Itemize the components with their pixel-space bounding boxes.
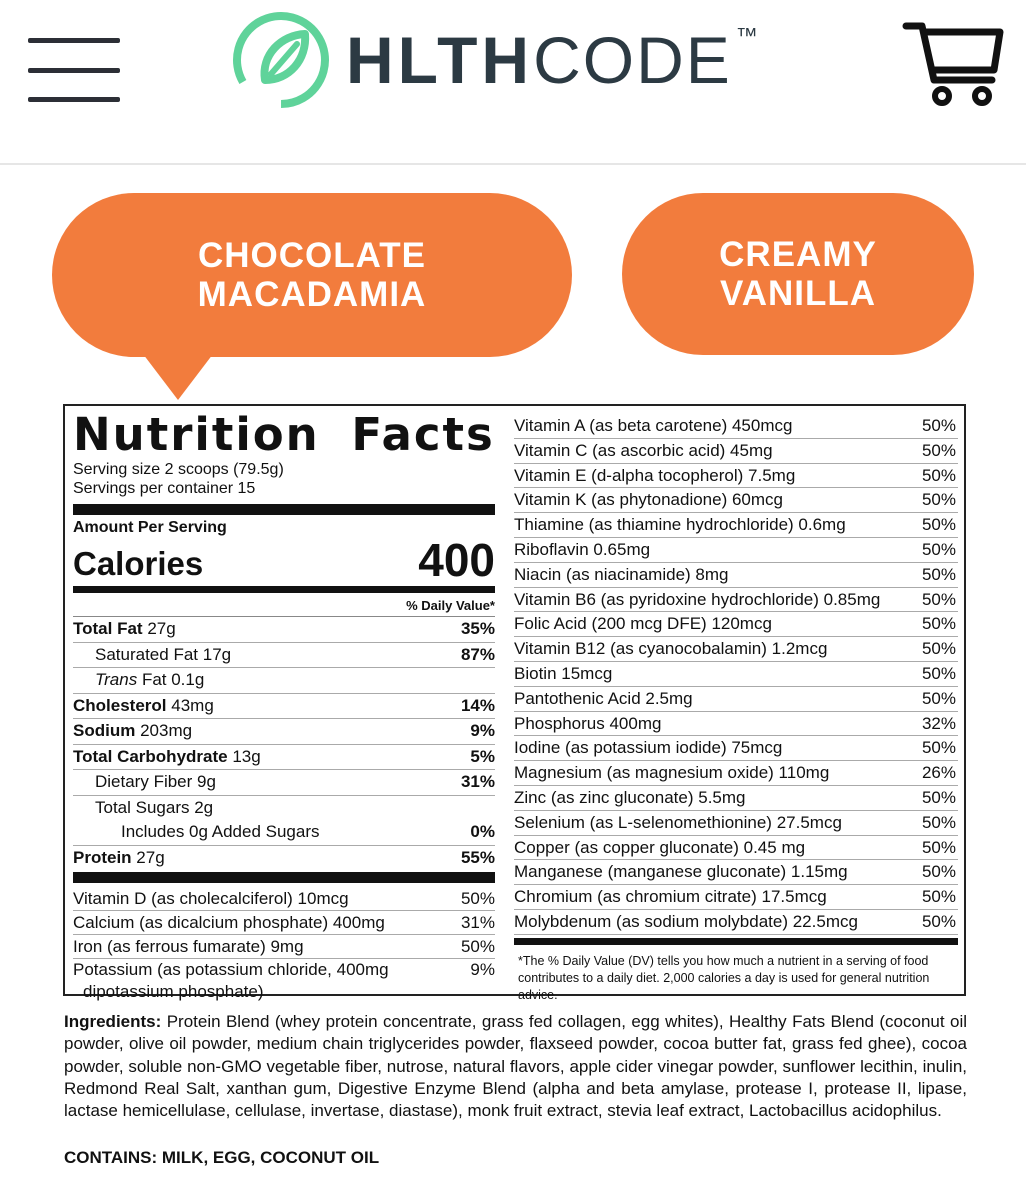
vitamin-name: Manganese (manganese gluconate) 1.15mg: [514, 862, 848, 882]
vitamin-pct: 50%: [921, 440, 956, 460]
nutrient-amount: 43mg: [171, 695, 214, 715]
vitamin-pct: 50%: [921, 787, 956, 807]
flavor-label-line2: VANILLA: [719, 274, 877, 313]
vitamin-name: Folic Acid (200 mcg DFE) 120mcg: [514, 614, 772, 634]
nutrient-pct: 55%: [460, 847, 495, 867]
serving-size: Serving size 2 scoops (79.5g): [73, 461, 284, 478]
daily-value-header: % Daily Value*: [73, 596, 495, 617]
nutrient-pct: 14%: [460, 695, 495, 715]
vitamin-name: Chromium (as chromium citrate) 17.5mcg: [514, 887, 827, 907]
vitamin-name: Molybdenum (as sodium molybdate) 22.5mcg: [514, 911, 858, 931]
vitamin-name: Selenium (as L-selenomethionine) 27.5mcg: [514, 812, 842, 832]
ingredients-text: [64, 1011, 967, 1122]
flavor-label-line2: MACADAMIA: [197, 275, 427, 314]
vitamin-pct: 9%: [470, 960, 495, 979]
vitamin-row: [514, 563, 958, 588]
vitamin-pct: 50%: [921, 539, 956, 559]
nutrient-amount: 203mg: [140, 721, 193, 740]
nutrient-name: Dietary Fiber 9g: [95, 772, 216, 791]
vitamin-pct: 50%: [921, 639, 956, 659]
nutrient-row: [73, 617, 495, 643]
nutrient-name: Protein: [73, 847, 132, 867]
nutrient-name: Cholesterol: [73, 695, 167, 715]
nutrition-right-column: [514, 414, 958, 1004]
menu-button[interactable]: [28, 38, 120, 104]
vitamin-row: [514, 439, 958, 464]
calories-value: 400: [418, 534, 495, 586]
vitamin-row: [514, 488, 958, 513]
nutrition-facts-panel: [63, 404, 966, 1002]
vitamin-name: Vitamin B6 (as pyridoxine hydrochloride) 0.85mg: [514, 589, 881, 609]
nutrition-title: Nutrition Facts: [73, 408, 495, 461]
nutrient-row: [73, 694, 495, 720]
brand-bold: HLTH: [346, 23, 534, 97]
servings-per-container: Servings per container 15: [73, 480, 256, 497]
cart-icon[interactable]: [902, 18, 1006, 108]
vitamin-row: [73, 887, 495, 911]
vitamin-name: Biotin 15mcg: [514, 663, 613, 683]
vitamin-pct: 50%: [460, 937, 495, 956]
nutrient-row: [73, 719, 495, 745]
brand-logo[interactable]: [230, 10, 760, 110]
vitamin-row: [73, 911, 495, 935]
amount-per-serving: Amount Per Serving: [73, 519, 227, 536]
flavor-label-line1: CHOCOLATE: [197, 236, 427, 275]
nutrient-amount: 27g: [136, 847, 165, 867]
flavor-label-line1: CREAMY: [719, 235, 877, 274]
vitamin-row: [514, 414, 958, 439]
brand-name: [346, 23, 760, 97]
vitamin-name: Thiamine (as thiamine hydrochloride) 0.6mg: [514, 515, 846, 535]
vitamin-name: Vitamin D (as cholecalciferol) 10mcg: [73, 889, 349, 908]
vitamin-name-cont: dipotassium phosphate): [83, 982, 264, 1001]
vitamin-name: Potassium (as potassium chloride, 400mg: [73, 960, 389, 979]
vitamin-pct: 26%: [921, 763, 956, 783]
divider-medium: [73, 586, 495, 593]
nutrient-row: [73, 846, 495, 871]
vitamin-pct: 50%: [921, 911, 956, 931]
nutrient-name: Trans: [95, 670, 138, 689]
vitamin-name: Zinc (as zinc gluconate) 5.5mg: [514, 787, 746, 807]
vitamin-name: Phosphorus 400mg: [514, 713, 662, 733]
divider-thick: [73, 872, 495, 883]
vitamin-pct: 50%: [921, 589, 956, 609]
nutrient-amount: 13g: [232, 746, 261, 766]
nutrient-pct: 9%: [470, 721, 495, 740]
vitamin-pct: 50%: [921, 862, 956, 882]
vitamin-pct: 50%: [921, 490, 956, 510]
nutrient-name: Total Fat: [73, 619, 143, 638]
nutrient-pct: 87%: [460, 644, 495, 664]
calories-label: Calories: [73, 545, 204, 582]
menu-bar: [28, 38, 120, 43]
nutrient-name: Total Sugars 2g: [95, 797, 214, 817]
leaf-logo-icon: [230, 10, 332, 110]
nutrient-pct: 5%: [470, 746, 495, 766]
calories-row: [73, 534, 495, 586]
vitamin-row: [514, 910, 958, 935]
nutrient-row: [73, 643, 495, 669]
nutrient-amount: Fat 0.1g: [141, 670, 205, 689]
vitamin-row: [514, 513, 958, 538]
nutrient-row: [73, 668, 495, 694]
vitamin-row: [514, 761, 958, 786]
nutrient-row: [73, 820, 495, 846]
flavor-tab-chocolate-macadamia[interactable]: [52, 193, 572, 357]
menu-bar: [28, 97, 120, 102]
vitamin-row: [514, 538, 958, 563]
selected-pointer: [140, 350, 216, 400]
nutrient-row: [73, 796, 495, 821]
vitamin-name: Iodine (as potassium iodide) 75mcg: [514, 738, 783, 758]
vitamin-name: Magnesium (as magnesium oxide) 110mg: [514, 763, 830, 783]
vitamin-name: Vitamin B12 (as cyanocobalamin) 1.2mcg: [514, 639, 828, 659]
divider-thick: [73, 504, 495, 515]
ingredients-list: Protein Blend (whey protein concentrate, grass fed collagen, egg whites), Healthy Fats Blend (coconut oil powder, olive oil powder, medium chain triglycerides powder, flaxseed powder, cocoa butter fat, grass fed ghee), cocoa powder, soluble non-GMO vegetable fiber, nutrose, natural flavors, apple cider vinegar powder, sunflower lecithin, inulin, Redmond Real Salt, xanthan gum, Digestive Enzyme Blend (alpha and beta amylase, protease I, protease II, lipase, lactase hemicellulase, cellulase, invertase, diastase), monk fruit extract, stevia leaf extract, Lactobacillus acidophilus.: [64, 1012, 967, 1121]
nutrient-amount: 17g: [202, 644, 232, 664]
vitamin-row: [514, 811, 958, 836]
ingredients-label: Ingredients:: [64, 1012, 162, 1031]
nutrient-name: Saturated Fat: [95, 644, 199, 664]
vitamin-row: [514, 687, 958, 712]
vitamin-name: Iron (as ferrous fumarate) 9mg: [73, 937, 304, 956]
vitamin-row: [514, 860, 958, 885]
vitamin-pct: 50%: [921, 663, 956, 683]
nutrient-name: Includes 0g Added Sugars: [121, 822, 320, 841]
vitamin-pct: 50%: [921, 738, 956, 758]
vitamin-name: Calcium (as dicalcium phosphate) 400mg: [73, 913, 385, 932]
vitamin-pct: 50%: [921, 416, 956, 435]
vitamin-name: Vitamin K (as phytonadione) 60mcg: [514, 490, 784, 510]
nutrition-left-column: [73, 410, 495, 1005]
vitamin-name: Pantothenic Acid 2.5mg: [514, 688, 693, 708]
vitamin-row: [514, 464, 958, 489]
nutrient-row: [73, 770, 495, 796]
vitamin-row: [514, 612, 958, 637]
trademark: ™: [735, 23, 760, 48]
vitamin-pct: 50%: [921, 515, 956, 535]
menu-bar: [28, 68, 120, 73]
vitamin-pct: 50%: [460, 889, 495, 908]
vitamin-name: Vitamin A (as beta carotene) 450mcg: [514, 416, 793, 435]
vitamin-pct: 50%: [921, 465, 956, 485]
vitamin-pct: 50%: [921, 688, 956, 708]
nutrient-name: Sodium: [73, 721, 136, 740]
vitamin-name: Vitamin E (d-alpha tocopherol) 7.5mg: [514, 465, 796, 485]
vitamin-row: [514, 736, 958, 761]
vitamin-row: [514, 662, 958, 687]
vitamin-pct: 50%: [921, 614, 956, 634]
vitamin-row: [514, 712, 958, 737]
vitamin-name: Vitamin C (as ascorbic acid) 45mg: [514, 440, 773, 460]
vitamin-pct: 50%: [921, 564, 956, 584]
vitamin-row: [73, 935, 495, 959]
divider-thick: [514, 938, 958, 945]
vitamin-name: Copper (as copper gluconate) 0.45 mg: [514, 837, 806, 857]
vitamin-row: [73, 959, 495, 1005]
vitamin-row: [514, 637, 958, 662]
vitamin-row: [514, 588, 958, 613]
nutrient-row: [73, 745, 495, 771]
allergen-statement: CONTAINS: MILK, EGG, COCONUT OIL: [64, 1148, 380, 1167]
nutrient-pct: 0%: [470, 822, 495, 841]
vitamin-name: Niacin (as niacinamide) 8mg: [514, 564, 729, 584]
header-divider: [0, 163, 1026, 165]
nutrient-pct: 31%: [460, 772, 495, 791]
vitamin-pct: 31%: [460, 913, 495, 932]
daily-value-footnote: *The % Daily Value (DV) tells you how much a nutrient in a serving of food contributes to a daily diet. 2,000 calories a day is used for general nutrition advice.: [518, 953, 930, 1002]
vitamin-pct: 32%: [921, 713, 956, 733]
vitamin-name: Riboflavin 0.65mg: [514, 539, 651, 559]
vitamin-pct: 50%: [921, 812, 956, 832]
nutrient-name: Total Carbohydrate: [73, 746, 228, 766]
vitamin-pct: 50%: [921, 887, 956, 907]
vitamin-pct: 50%: [921, 837, 956, 857]
nutrient-amount: 27g: [147, 619, 176, 638]
vitamin-row: [514, 836, 958, 861]
nutrient-pct: 35%: [460, 619, 495, 638]
brand-light: CODE: [533, 23, 732, 97]
flavor-tab-creamy-vanilla[interactable]: [622, 193, 974, 355]
vitamin-row: [514, 786, 958, 811]
vitamin-row: [514, 885, 958, 910]
